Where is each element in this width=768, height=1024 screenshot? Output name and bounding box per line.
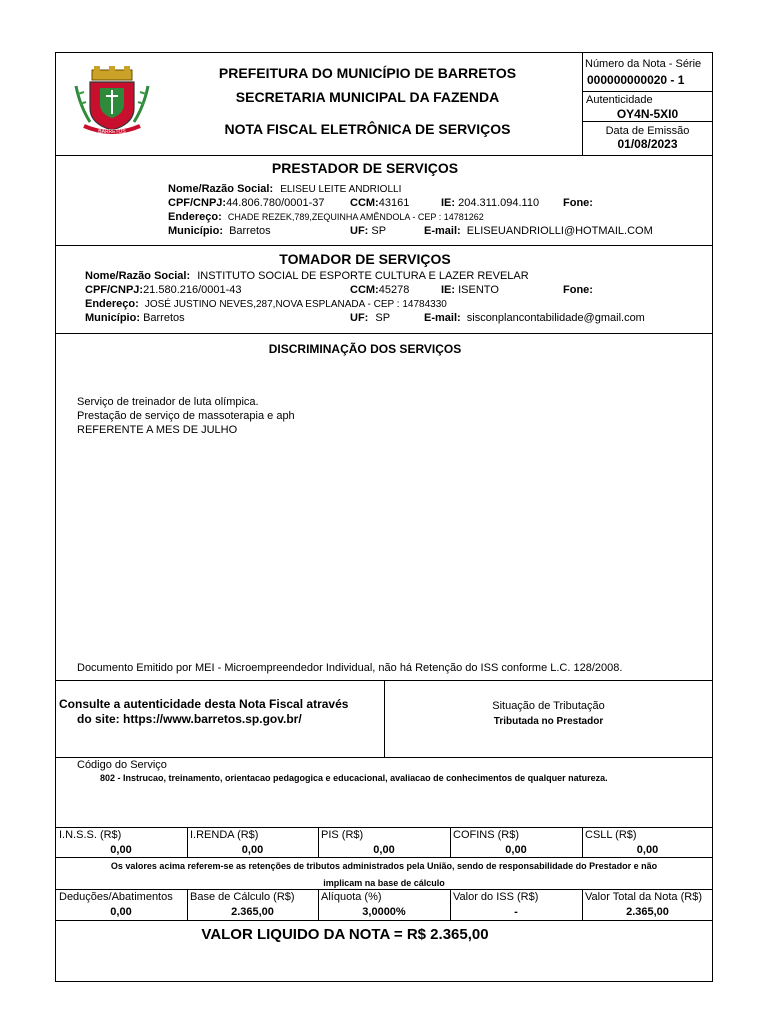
valor-value-aliquota: 3,0000% [362, 906, 406, 918]
valor-liquido: VALOR LIQUIDO DA NOTA = R$ 2.365,00 [201, 926, 489, 943]
valor-label-total: Valor Total da Nota (R$) [585, 891, 702, 903]
emblem-text: BARRETOS [98, 129, 126, 135]
servico-line-3: REFERENTE A MES DE JULHO [77, 424, 238, 436]
secretaria-title: SECRETARIA MUNICIPAL DA FAZENDA [235, 89, 500, 105]
tomador-ccm-label: CCM: [350, 284, 379, 296]
numero-value: 000000000020 - 1 [587, 73, 685, 87]
tomador-municipio: Barretos [143, 312, 185, 324]
tributo-label-csll: CSLL (R$) [585, 829, 637, 841]
tomador-cpf-row [85, 284, 242, 296]
valor-label-deducoes: Deduções/Abatimentos [59, 891, 173, 903]
tributo-label-inss: I.N.S.S. (R$) [59, 829, 122, 841]
aviso-line-1: Os valores acima referem-se as retenções de tributos administrados pela União, sendo de responsabilidade do Prestador e não [110, 861, 658, 871]
tributo-label-irenda: I.RENDA (R$) [190, 829, 259, 841]
prestador-endereco-label: Endereço: [168, 211, 222, 223]
data-emissao-label: Data de Emissão [605, 125, 690, 137]
prestador-ccm-row [350, 197, 409, 209]
prestador-uf: SP [371, 225, 387, 237]
tomador-title: TOMADOR DE SERVIÇOS [279, 251, 451, 267]
tomador-ccm-row [350, 284, 409, 296]
prestador-uf-label: UF: [350, 225, 369, 237]
tributo-value-csll: 0,00 [636, 844, 659, 856]
valor-value-base: 2.365,00 [231, 906, 274, 918]
prestador-endereco-row [168, 211, 484, 223]
servico-line-2: Prestação de serviço de massoterapia e aph [77, 410, 295, 422]
document-title: NOTA FISCAL ELETRÔNICA DE SERVIÇOS [224, 121, 511, 137]
tomador-email-label: E-mail: [424, 312, 461, 324]
prestador-municipio-label: Município: [168, 225, 223, 237]
consulta-line-1: Consulte a autenticidade desta Nota Fiscal através [59, 697, 349, 711]
prestador-cpf-label: CPF/CNPJ: [168, 197, 227, 209]
tributo-label-cofins: COFINS (R$) [453, 829, 519, 841]
prestador-municipio: Barretos [229, 225, 271, 237]
tomador-nome-row [85, 270, 529, 282]
tomador-cpf-label: CPF/CNPJ: [85, 284, 144, 296]
prestador-ie: 204.311.094.110 [458, 197, 540, 209]
valor-label-iss: Valor do ISS (R$) [453, 891, 539, 903]
valor-label-aliquota: Alíquota (%) [321, 891, 382, 903]
codigo-label: Código do Serviço [77, 759, 167, 771]
valor-value-deducoes: 0,00 [110, 906, 132, 918]
tomador-endereco-label: Endereço: [85, 298, 139, 310]
autenticidade-label: Autenticidade [586, 94, 653, 106]
tomador-ie: ISENTO [458, 284, 499, 296]
tributo-value-inss: 0,00 [110, 844, 132, 856]
tomador-municipio-label: Município: [85, 312, 140, 324]
prestador-municipio-row [168, 225, 271, 237]
prestador-cpf-row [168, 197, 325, 209]
valor-value-iss: - [514, 906, 518, 918]
prefeitura-title: PREFEITURA DO MUNICÍPIO DE BARRETOS [218, 65, 517, 81]
tomador-email: sisconplancontabilidade@gmail.com [466, 312, 645, 324]
prestador-cpf: 44.806.780/0001-37 [226, 197, 325, 209]
prestador-nome-row [168, 183, 401, 195]
prestador-ccm-label: CCM: [350, 197, 379, 209]
tributo-value-pis: 0,00 [373, 844, 395, 856]
mei-notice: Documento Emitido por MEI - Microempreendedor Individual, não há Retenção do ISS conforme L.C. 128/2008. [77, 662, 623, 674]
situacao-value: Tributada no Prestador [493, 716, 604, 727]
prestador-email-row [424, 225, 653, 237]
prestador-nome-label: Nome/Razão Social: [168, 183, 274, 195]
valor-value-total: 2.365,00 [626, 906, 669, 918]
prestador-fone-label: Fone: [563, 197, 593, 209]
autenticidade-value: OY4N-5XI0 [616, 107, 679, 121]
tomador-uf: SP [375, 312, 391, 324]
data-emissao-value: 01/08/2023 [617, 137, 678, 151]
tributo-value-cofins: 0,00 [505, 844, 527, 856]
consulta-line-2: do site: https://www.barretos.sp.gov.br/ [77, 712, 302, 726]
tomador-endereco: JOSÉ JUSTINO NEVES,287,NOVA ESPLANADA - CEP : 14784330 [144, 299, 447, 310]
tomador-ie-label: IE: [441, 284, 456, 296]
tomador-email-row [424, 312, 645, 324]
servico-line-1: Serviço de treinador de luta olímpica. [77, 396, 259, 408]
prestador-nome: ELISEU LEITE ANDRIOLLI [280, 184, 402, 195]
prestador-title: PRESTADOR DE SERVIÇOS [271, 160, 459, 176]
tomador-uf-label: UF: [350, 312, 369, 324]
codigo-value: 802 - Instrucao, treinamento, orientacao pedagogica e educacional, avaliacao de conhecimentos de qualquer natureza. [100, 773, 608, 783]
numero-label: Número da Nota - Série [585, 58, 702, 70]
tomador-fone-label: Fone: [563, 284, 593, 296]
prestador-email-label: E-mail: [424, 225, 461, 237]
tributo-value-irenda: 0,00 [241, 844, 264, 856]
prestador-uf-row [350, 225, 386, 237]
tomador-nome-label: Nome/Razão Social: [85, 270, 191, 282]
prestador-ie-row [441, 197, 539, 209]
valor-label-base: Base de Cálculo (R$) [190, 891, 295, 903]
municipal-emblem-icon [70, 66, 154, 138]
tributo-label-pis: PIS (R$) [321, 829, 364, 841]
tomador-endereco-row [85, 298, 447, 310]
tomador-uf-row [350, 312, 390, 324]
tomador-cpf: 21.580.216/0001-43 [143, 284, 242, 296]
tomador-municipio-row [85, 312, 185, 324]
situacao-label: Situação de Tributação [492, 700, 605, 712]
servicos-title: DISCRIMINAÇÃO DOS SERVIÇOS [268, 342, 462, 356]
prestador-ie-label: IE: [441, 197, 456, 209]
aviso-line-2: implicam na base de cálculo [323, 878, 445, 888]
prestador-endereco: CHADE REZEK,789,ZEQUINHA AMÊNDOLA - CEP : 14781262 [227, 212, 484, 222]
tomador-ccm: 45278 [378, 284, 410, 296]
tomador-ie-row [441, 284, 499, 296]
prestador-email: ELISEUANDRIOLLI@HOTMAIL.COM [466, 225, 653, 237]
prestador-ccm: 43161 [378, 197, 410, 209]
tomador-nome: INSTITUTO SOCIAL DE ESPORTE CULTURA E LAZER REVELAR [197, 270, 529, 282]
